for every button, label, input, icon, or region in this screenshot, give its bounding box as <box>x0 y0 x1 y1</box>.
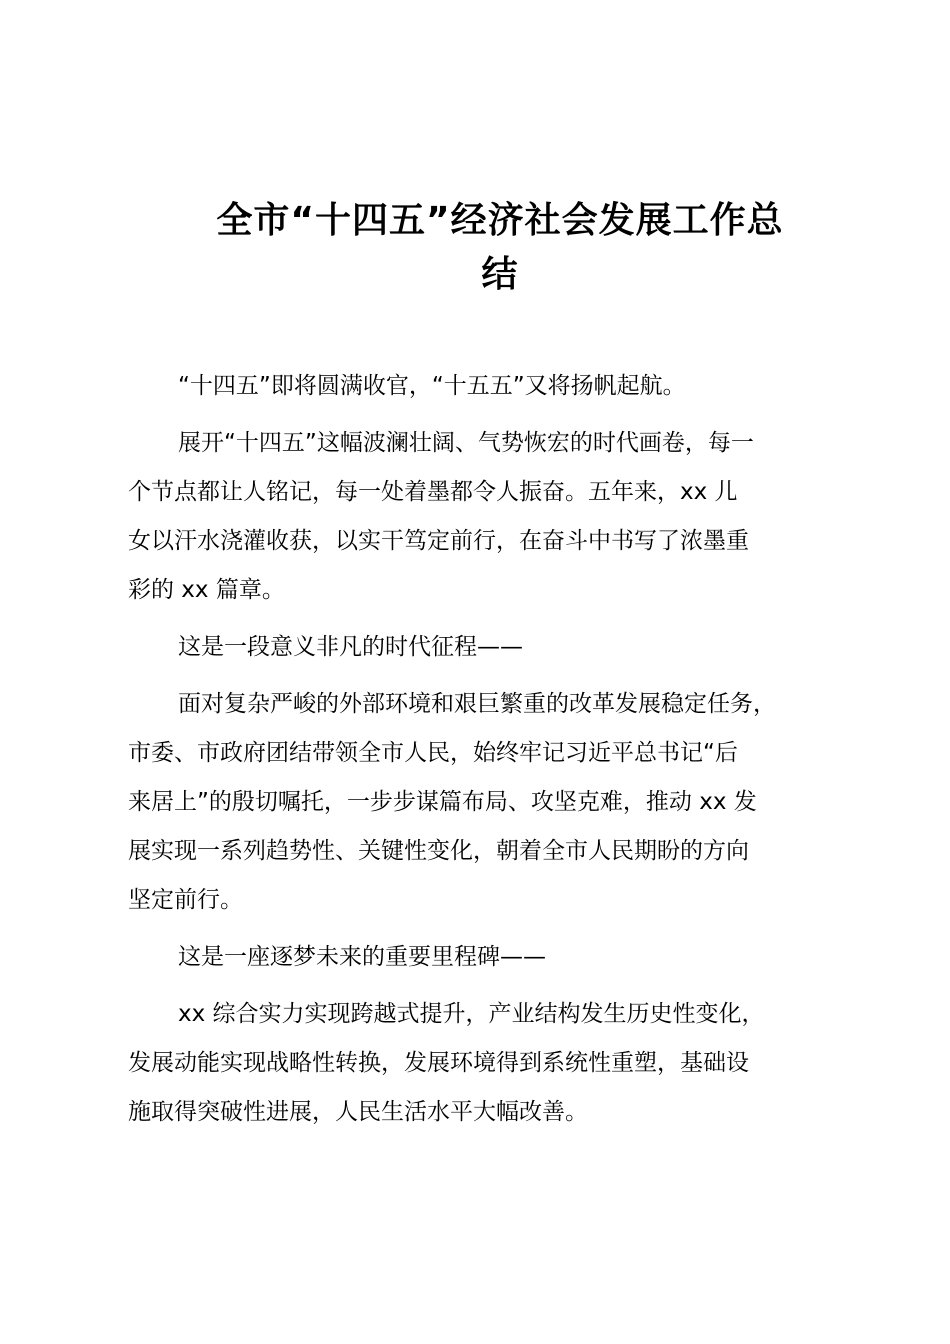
paragraph-line: 这是一座逐梦未来的重要里程碑—— <box>178 944 546 970</box>
paragraph-line: 展实现一系列趋势性、关键性变化，朝着全市人民期盼的方向 <box>128 838 749 864</box>
paragraph-line: xx 综合实力实现跨越式提升，产业结构发生历史性变化， <box>178 1001 765 1027</box>
paragraph-line: 发展动能实现战略性转换，发展环境得到系统性重塑，基础设 <box>128 1050 749 1076</box>
paragraph-line: 施取得突破性进展，人民生活水平大幅改善。 <box>128 1099 588 1125</box>
paragraph-line: 面对复杂严峻的外部环境和艰巨繁重的改革发展稳定任务， <box>178 691 776 717</box>
paragraph-6 <box>128 990 840 1137</box>
paragraph-line: 个节点都让人铭记，每一处着墨都令人振奋。五年来，xx 儿 <box>128 479 738 505</box>
title-line-1: 全市“十四五”经济社会发展工作总 <box>216 200 784 241</box>
paragraph-4 <box>128 680 840 925</box>
paragraph-5 <box>128 933 840 982</box>
paragraph-line: 市委、市政府团结带领全市人民，始终牢记习近平总书记“后 <box>128 740 738 766</box>
document-body <box>128 362 840 1145</box>
paragraph-line: “十四五”即将圆满收官，“十五五”又将扬帆起航。 <box>178 373 686 399</box>
paragraph-3 <box>128 623 840 672</box>
paragraph-line: 女以汗水浇灌收获，以实干笃定前行，在奋斗中书写了浓墨重 <box>128 528 749 554</box>
paragraph-line: 这是一段意义非凡的时代征程—— <box>178 634 523 660</box>
document-title <box>140 194 860 302</box>
paragraph-2 <box>128 419 840 615</box>
paragraph-1 <box>128 362 840 411</box>
title-line-2: 结 <box>481 254 519 295</box>
paragraph-line: 坚定前行。 <box>128 887 243 913</box>
paragraph-line: 展开“十四五”这幅波澜壮阔、气势恢宏的时代画卷，每一 <box>178 430 754 456</box>
paragraph-line: 彩的 xx 篇章。 <box>128 577 285 603</box>
paragraph-line: 来居上”的殷切嘱托，一步步谋篇布局、攻坚克难，推动 xx 发 <box>128 789 757 815</box>
